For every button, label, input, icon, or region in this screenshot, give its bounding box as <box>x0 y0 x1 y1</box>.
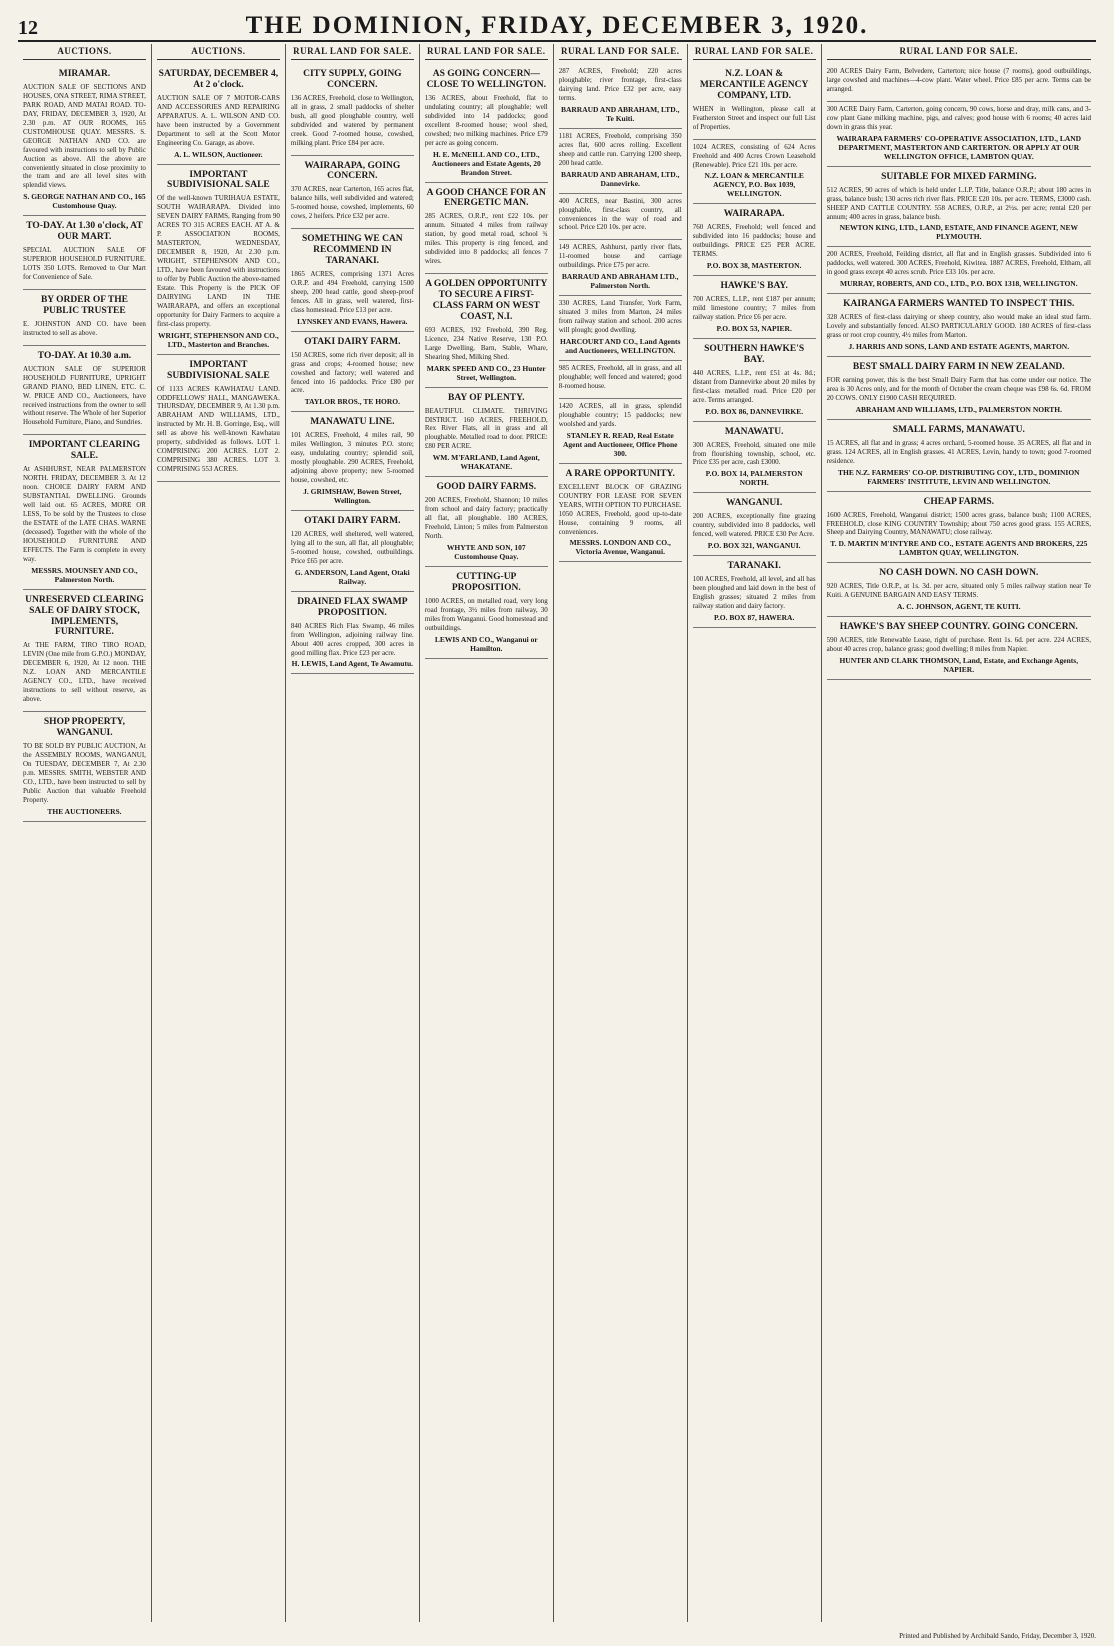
classified-ad <box>827 64 1091 102</box>
ad-heading: SUITABLE FOR MIXED FARMING. <box>881 171 1037 182</box>
ad-advertiser: WRIGHT, STEPHENSON AND CO., LTD., Masterton and Branches. <box>158 330 279 349</box>
classified-ad <box>693 493 816 556</box>
ad-body: 100 ACRES, Freehold, all level, and all has been ploughed and laid down in the best of English grasses; situated 2 miles from railway station and dairy factory. <box>692 575 816 610</box>
ad-heading: HAWKE'S BAY SHEEP COUNTRY. GOING CONCERN. <box>839 622 1078 633</box>
ad-heading: AS GOING CONCERN—CLOSE TO WELLINGTON. <box>426 69 546 90</box>
ad-body: SPECIAL AUCTION SALE OF SUPERIOR HOUSEHOLD FURNITURE. LOTS 350 LOTS. Removed to Our Mart for Convenience of Sale. <box>23 246 146 282</box>
ad-heading: IMPORTANT SUBDIVISIONAL SALE <box>167 169 270 191</box>
ad-advertiser: BARRAUD AND ABRAHAM, LTD., Te Kuiti. <box>560 104 680 123</box>
column-header: RURAL LAND FOR SALE. <box>559 44 682 60</box>
ad-body: 330 ACRES, Land Transfer, York Farm, situated 3 miles from Marton, 24 miles from railway station and school. 200 acres will plough; good dwelling. <box>558 299 682 335</box>
ad-advertiser: A. L. WILSON, Auctioneer. <box>174 149 263 159</box>
ad-body: 700 ACRES, L.I.P., rent £187 per annum; mild limestone country; 7 miles from railway station. Price £6 per acre. <box>692 295 816 322</box>
ad-heading: WAIRARAPA. <box>723 209 785 220</box>
ad-heading: TO-DAY. At 1.30 o'clock, AT OUR MART. <box>26 221 143 243</box>
ad-body: 15 ACRES, all flat and in grass; 4 acres orchard, 5-roomed house. 35 ACRES, all flat and in grass. 124 ACRES, all in English grasses. 41 ACRES, Levin, handy to town; good 7-roomed residence. <box>826 438 1091 465</box>
classified-ad <box>827 420 1091 492</box>
classified-ad <box>827 357 1091 420</box>
ad-advertiser: WAIRARAPA FARMERS' CO-OPERATIVE ASSOCIATION, LTD., LAND DEPARTMENT, MASTERTON AND CARTERTON. OR APPLY AT OUR WELLINGTON OFFICE, LAMBTON QUAY. <box>836 133 1082 161</box>
classified-ad <box>23 435 146 589</box>
classified-ad <box>693 276 816 339</box>
ad-heading: SOMETHING WE CAN RECOMMEND IN TARANAKI. <box>302 234 403 267</box>
ad-body: 136 ACRES, Freehold, close to Wellington, all in grass, 2 small paddocks of shelter bush, all good ploughable country, well subdivided and watered by permanent creek. Good 7-roomed house, cowshed, milking plant. Price £84 per acre. <box>290 93 414 147</box>
ad-heading: OTAKI DAIRY FARM. <box>304 516 401 527</box>
ad-body: 1024 ACRES, consisting of 624 Acres Freehold and 400 Acres Crown Leasehold (Renewable). Price £21 10s. per acre. <box>692 142 816 169</box>
ad-advertiser: P.O. BOX 87, HAWERA. <box>713 612 795 622</box>
ad-heading: GOOD DAIRY FARMS. <box>436 482 537 493</box>
classified-ad <box>693 204 816 276</box>
page-number: 12 <box>18 17 38 39</box>
classified-ad <box>291 592 414 675</box>
classified-ad <box>157 355 280 482</box>
ad-advertiser: BARRAUD AND ABRAHAM LTD., Palmerston North. <box>561 272 679 291</box>
ad-heading: BY ORDER OF THE PUBLIC TRUSTEE <box>40 295 128 316</box>
ad-body: 300 ACRES, Freehold, situated one mile from flourishing township, school, etc. Price £35 per acre, cash £3000. <box>692 440 816 467</box>
ad-body: 590 ACRES, title Renewable Lease, right of purchase. Rent 1s. 6d. per acre. 224 ACRES, about 40 acres crop, balance grass; good dwelling; 8 miles from Napier. <box>826 636 1091 654</box>
ad-body: Of 1133 ACRES KAWHATAU LAND. ODDFELLOWS' HALL, MANGAWEKA. THURSDAY, DECEMBER 9, At 1.30 p.m. ABRAHAM AND WILLIAMS, LTD., instructed by Mr. H. B. Gorringe, Esq., will sell as above his well-known Kawhatau property, subdivided as follows. LOT 1. COMPRISING 200 ACRES. LOT 2. COMPRISING 380 ACRES. LOT 3. COMPRISING 553 ACRES. <box>156 384 280 474</box>
classified-ad <box>23 590 146 712</box>
ad-advertiser: MESSRS. MOUNSEY AND CO., Palmerston North. <box>31 565 138 584</box>
ad-body: 328 ACRES of first-class dairying or sheep country, also would make an ideal stud farm. Lovely and substantially fenced. ALSO PARTICULARLY GOOD. 180 ACRES of first-class grass or root crop country, 4½ miles from Marton. <box>826 313 1091 340</box>
page-column <box>420 44 554 1622</box>
classified-ad <box>23 346 146 436</box>
ad-advertiser: J. HARRIS AND SONS, LAND AND ESTATE AGENTS, MARTON. <box>848 342 1070 352</box>
classified-ad <box>827 492 1091 564</box>
ad-body: WHEN in Wellington, please call at Featherston Street and inspect our full List of Properties. <box>692 104 816 131</box>
page-column <box>822 44 1096 1622</box>
ad-body: 1000 ACRES, on metalled road, very long road frontage, 3½ miles from railway, 30 miles from Wanganui. Good homestead and outbuildings. <box>424 596 548 632</box>
column-header: AUCTIONS. <box>157 44 280 60</box>
column-header: RURAL LAND FOR SALE. <box>827 44 1091 60</box>
classified-ad <box>559 129 682 194</box>
classified-ad <box>693 556 816 628</box>
classified-ad <box>425 183 548 275</box>
classified-ad <box>693 140 816 205</box>
ad-advertiser: H. E. McNEILL AND CO., LTD., Auctioneers and Estate Agents, 20 Brandon Street. <box>431 149 541 177</box>
ad-body: 1865 ACRES, comprising 1371 Acres O.R.P. and 494 Freehold, carrying 1500 sheep, 200 head cattle, good sheep-proof fences. All in grass, well watered, first-class homestead. Price £13 per acre. <box>290 269 414 314</box>
classified-ad <box>23 64 146 216</box>
classified-ad <box>559 240 682 296</box>
ad-body: 136 ACRES, about Freehold, flat to undulating country; all ploughable; well subdivided into 14 paddocks; good excellent 8-roomed house; wool shed, cowshed; two milking machines. Price £79 per acre as going concern. <box>424 93 548 147</box>
ad-heading: SOUTHERN HAWKE'S BAY. <box>704 344 805 365</box>
ad-advertiser: TAYLOR BROS., TE HORO. <box>304 397 400 407</box>
ad-heading: KAIRANGA FARMERS WANTED TO INSPECT THIS. <box>843 299 1075 310</box>
ad-body: 440 ACRES, L.I.P., rent £51 at 4s. 8d.; distant from Dannevirke about 20 miles by first-class metalled road. Price £20 per acre. Terms arranged. <box>692 368 816 404</box>
classified-ad <box>559 464 682 563</box>
ad-advertiser: P.O. BOX 321, WANGANUI. <box>707 541 801 551</box>
ad-body: 101 ACRES, Freehold, 4 miles rail, 90 miles Wellington, 3 minutes P.O. store; easy, undulating country; splendid soil, mostly ploughable. 290 ACRES, Freehold, adjoining above property; new 5-roomed house, cowshed, etc. <box>290 431 414 485</box>
classified-ad <box>827 247 1091 294</box>
classified-ad <box>693 422 816 494</box>
ad-body: AUCTION SALE OF 7 MOTOR-CARS AND ACCESSORIES AND REPAIRING APPARATUS. A. L. WILSON AND CO. have been instructed by a Government Department to sell at the Scott Motor Engineering Co. Garage, as above. <box>156 93 280 147</box>
ad-advertiser: BARRAUD AND ABRAHAM, LTD., Dannevirke. <box>560 169 680 188</box>
ad-advertiser: H. LEWIS, Land Agent, Te Awamutu. <box>291 659 414 669</box>
ad-heading: WAIRARAPA, GOING CONCERN. <box>304 160 401 182</box>
ad-heading: MANAWATU. <box>724 426 784 437</box>
ad-heading: SHOP PROPERTY, WANGANUI. <box>43 717 126 738</box>
ad-body: 300 ACRE Dairy Farm, Carterton, going concern, 90 cows, horse and dray, milk cans, and 3-cow plant Gane milking machine, pigs, and calves; good house with 6 rooms; 40 acres laid down in grass this year. <box>826 104 1091 131</box>
ad-advertiser: WM. M'FARLAND, Land Agent, WHAKATANE. <box>432 453 540 472</box>
ad-heading: N.Z. LOAN & MERCANTILE AGENCY COMPANY, LTD. <box>699 69 809 101</box>
classified-ad <box>559 194 682 241</box>
classified-ad <box>291 511 414 592</box>
ad-advertiser: LYNSKEY AND EVANS, Hawera. <box>297 316 408 326</box>
ad-advertiser: MURRAY, ROBERTS, AND CO., LTD., P.O. BOX 1318, WELLINGTON. <box>840 279 1078 289</box>
ad-body: 200 ACRES Dairy Farm, Belvedere, Carterton; nice house (7 rooms), good outbuildings, large cowshed and machines—4-cow plant. Water wheel. Price £85 per acre. Terms can be arranged. <box>826 67 1091 93</box>
ad-body: AUCTION SALE OF SUPERIOR HOUSEHOLD FURNITURE, UPRIGHT GRAND PIANO, BED LINEN, ETC. C. W. PRICE AND CO., Auctioneers, have received instructions from the owner to sell without reserve. The Whole of her Superior Household Furniture, Piano, and Sundries. <box>23 364 146 427</box>
page-column <box>152 44 286 1622</box>
ad-heading: TARANAKI. <box>727 561 781 572</box>
ad-advertiser: LEWIS AND CO., Wanganui or Hamilton. <box>434 634 538 653</box>
column-header: AUCTIONS. <box>23 44 146 60</box>
ad-body: 149 ACRES, Ashhurst, partly river flats, 11-roomed house and carriage outbuildings. Price £75 per acre. <box>558 243 682 270</box>
ad-body: BEAUTIFUL CLIMATE. THRIVING DISTRICT. 160 ACRES, FREEHOLD, Rex River Flats, all in grass and all ploughable. Metalled road to door. PRICE: £80 PER ACRE. <box>424 406 548 451</box>
ad-body: 370 ACRES, near Carterton, 165 acres flat, balance hills, well subdivided and watered; 5-roomed house, cowshed, implements, 60 cows, 2 heifers. Price £32 per acre. <box>290 185 414 221</box>
ad-body: 287 ACRES, Freehold; 220 acres ploughable; river frontage, first-class dairying land. Price £32 per acre, easy terms. <box>558 67 682 102</box>
ad-heading: A GOOD CHANCE FOR AN ENERGETIC MAN. <box>426 187 546 209</box>
ad-heading: NO CASH DOWN. NO CASH DOWN. <box>879 568 1039 579</box>
classified-ad <box>425 274 548 388</box>
ad-heading: DRAINED FLAX SWAMP PROPOSITION. <box>297 596 408 618</box>
classified-ad <box>827 563 1091 617</box>
column-header: RURAL LAND FOR SALE. <box>425 44 548 60</box>
ad-heading: IMPORTANT CLEARING SALE. <box>28 440 141 462</box>
ad-body: At THE FARM, TIRO TIRO ROAD, LEVIN (One mile from G.P.O.) MONDAY, DECEMBER 6, 1920, At 12 noon. THE N.Z. LOAN AND MERCANTILE AGENCY CO., LTD., have received instructions to sell without reserve, as above. <box>23 641 146 704</box>
classified-ad <box>291 229 414 332</box>
classified-ad <box>23 712 146 822</box>
ad-body: 120 ACRES, well sheltered, well watered, lying all to the sun, all flat, all ploughable; 5-roomed house, cowshed, outbuildings. Price £65 per acre. <box>290 530 414 565</box>
classified-ad <box>291 64 414 156</box>
classified-ad <box>693 64 816 140</box>
ad-body: EXCELLENT BLOCK OF GRAZING COUNTRY FOR LEASE FOR SEVEN YEARS, WITH OPTION TO PURCHASE. 1050 ACRES, Freehold, good up-to-date House, containing 9 rooms, all conveniences. <box>558 482 682 536</box>
ad-heading: SMALL FARMS, MANAWATU. <box>892 424 1025 435</box>
ad-advertiser: P.O. BOX 53, NAPIER. <box>716 324 792 333</box>
classified-ad <box>23 290 146 346</box>
ad-advertiser: T. D. MARTIN M'INTYRE AND CO., ESTATE AGENTS AND BROKERS, 225 LAMBTON QUAY, WELLINGTON. <box>830 539 1088 558</box>
page-column <box>18 44 152 1622</box>
classified-ad <box>827 102 1091 167</box>
ad-heading: WANGANUI. <box>726 498 783 509</box>
ad-heading: A RARE OPPORTUNITY. <box>565 468 675 479</box>
ad-heading: BEST SMALL DAIRY FARM IN NEW ZEALAND. <box>852 362 1065 373</box>
ad-advertiser: N.Z. LOAN & MERCANTILE AGENCY, P.O. Box 1039, WELLINGTON. <box>704 171 804 199</box>
classified-ad <box>827 294 1091 357</box>
ad-body: 1420 ACRES, all in grass, splendid ploughable country; 15 paddocks; new woolshed and yards. <box>558 401 682 428</box>
ad-advertiser: MARK SPEED AND CO., 23 Hunter Street, Wellington. <box>426 363 546 382</box>
ad-heading: BAY OF PLENTY. <box>448 392 525 403</box>
ad-body: 1181 ACRES, Freehold, comprising 350 acres flat, 600 acres rolling. Excellent sheep and cattle run. Carrying 1200 sheep, 200 head cattle. <box>558 131 682 167</box>
newspaper-title: THE DOMINION, FRIDAY, DECEMBER 3, 1920. <box>245 12 869 39</box>
classified-ad <box>291 332 414 413</box>
ad-heading: UNRESERVED CLEARING SALE OF DAIRY STOCK, IMPLEMENTS, FURNITURE. <box>25 594 144 638</box>
classified-ad <box>425 64 548 183</box>
classified-ad <box>291 156 414 230</box>
ad-body: At ASHHURST, NEAR PALMERSTON NORTH. FRIDAY, DECEMBER 3. At 12 noon. CHOICE DAIRY FARM AND SUBSTANTIAL DWELLING. Grounds well laid out. 65 ACRES, MORE OR LESS, To be sold by the Trustees to close the ESTATE of the LATE CHAS. WARNE (deceased). Together with the whole of the HOUSEHOLD FURNITURE AND EFFECTS. The Farm is complete in every way. <box>23 465 146 563</box>
ad-advertiser: MESSRS. LONDON AND CO., Victoria Avenue, Wanganui. <box>569 538 671 557</box>
ad-body: 1600 ACRES, Freehold, Wanganui district; 1500 acres grass, balance bush; 1100 ACRES, FREEHOLD, close KING COUNTRY Township; about 750 acres good grass. 155 ACRES, Sheep and Dairying Country, MANAWATU; close railway. <box>826 510 1091 537</box>
page-column <box>286 44 420 1622</box>
classified-ad <box>827 617 1091 680</box>
classified-ad <box>425 567 548 659</box>
ad-heading: MANAWATU LINE. <box>310 417 395 428</box>
ad-advertiser: G. ANDERSON, Land Agent, Otaki Railway. <box>294 567 410 586</box>
classified-ad <box>425 477 548 567</box>
ad-advertiser: NEWTON KING, LTD., LAND, ESTATE, AND FINANCE AGENT, NEW PLYMOUTH. <box>839 223 1078 242</box>
ad-body: 840 ACRES Rich Flax Swamp, 46 miles from Wellington, adjoining railway line. About 400 acres cropped, 300 acres in good milling flax. Price £23 per acre. <box>290 621 414 657</box>
imprint: Printed and Published by Archibald Sando, Friday, December 3, 1920. <box>899 1632 1096 1640</box>
ad-advertiser: STANLEY R. READ, Real Estate Agent and Auctioneer, Office Phone 300. <box>562 430 678 458</box>
ad-heading: MIRAMAR. <box>58 69 111 79</box>
classified-ad <box>559 361 682 399</box>
masthead <box>18 10 1096 42</box>
ad-heading: IMPORTANT SUBDIVISIONAL SALE <box>167 359 270 381</box>
ad-advertiser: J. GRIMSHAW, Bowen Street, Wellington. <box>303 487 402 506</box>
ad-advertiser: THE N.Z. FARMERS' CO-OP. DISTRIBUTING COY., LTD., DOMINION FARMERS' INSTITUTE, LEVIN AND WELLINGTON. <box>838 467 1080 486</box>
classified-ad <box>693 339 816 422</box>
ad-heading: CHEAP FARMS. <box>923 496 995 507</box>
ad-body: 200 ACRES, Freehold, Shannon; 10 miles from school and dairy factory; practically all flat, all ploughable. 180 ACRES, Freehold, Linton; 5 miles from Palmerston North. <box>424 496 548 541</box>
ad-body: 285 ACRES, O.R.P., rent £22 10s. per annum. Situated 4 miles from railway station, by good metal road, school ¾ miles. This property is ring fenced, and subdivided into 8 paddocks; all fences 7 wires. <box>424 212 548 266</box>
ad-heading: SATURDAY, DECEMBER 4, At 2 o'clock. <box>158 69 279 90</box>
ad-body: 400 ACRES, near Bastini, 300 acres ploughable, first-class country, all conveniences in the way of road and school. Price £20 10s. per acre. <box>558 196 682 232</box>
ad-advertiser: HUNTER AND CLARK THOMSON, Land, Estate, and Exchange Agents, NAPIER. <box>839 656 1079 675</box>
classified-ad <box>157 165 280 355</box>
ad-heading: A GOLDEN OPPORTUNITY TO SECURE A FIRST-CLASS FARM ON WEST COAST, N.I. <box>425 279 548 322</box>
ad-body: 512 ACRES, 90 acres of which is held under L.I.P. Title, balance O.R.P.; about 180 acres in grass, balance bush; 130 acres rich river flats. PRICE £20 10s. per acre. TERMS, £3000 cash. SHEEP AND CATTLE COUNTRY. 558 ACRES, O.R.P., at 2½s. per acre; rental £20 per annum; 400 acres in grass, balance bush. <box>826 185 1091 221</box>
ad-advertiser: P.O. BOX 14, PALMERSTON NORTH. <box>705 469 803 488</box>
ad-body: FOR earning power, this is the best Small Dairy Farm that has come under our notice. The area is 30 Acres only, and for the month of October the cream cheque was £98 6s. 6d. FROM 20 COWS. ONLY £1900 CASH REQUIRED. <box>826 376 1091 402</box>
ad-body: 985 ACRES, Freehold, all in grass, and all ploughable; well fenced and watered; good 8-roomed house. <box>558 364 682 391</box>
ad-advertiser: HARCOURT AND CO., Land Agents and Auctioneers, WELLINGTON. <box>559 337 681 356</box>
ad-heading: HAWKE'S BAY. <box>720 281 788 292</box>
page-column <box>554 44 688 1622</box>
ad-body: AUCTION SALE OF SECTIONS AND HOUSES, ONA STREET, RIMA STREET, PARK ROAD, AND MATAI ROAD. TO-DAY, FRIDAY, DECEMBER 3, 1920, At 2.30 p.m. AT OUR ROOMS, 165 CUSTOMHOUSE QUAY. MESSRS. S. GEORGE NATHAN AND CO. are favoured with instructions to sell by Public Auction as above. All the above are conveniently situated in close proximity to the tram and are all level sites with splendid views. <box>23 82 146 190</box>
ad-advertiser: THE AUCTIONEERS. <box>47 806 122 816</box>
ad-body: 920 ACRES, Title O.R.P., at 1s. 3d. per acre, situated only 5 miles railway station near Te Kuiti. A GENUINE BARGAIN AND EASY TERMS. <box>826 582 1091 600</box>
ad-body: 760 ACRES, Freehold; well fenced and subdivided into 16 paddocks; house and outbuildings. PRICE £25 PER ACRE. TERMS. <box>692 223 816 259</box>
ad-body: Of the well-known TURIHAUA ESTATE, SOUTH WAIRARAPA. Divided into SEVEN DAIRY FARMS, Ranging from 90 ACRES TO 315 ACRES EACH. AT A. & P. ASSOCIATION ROOMS, MASTERTON, WEDNESDAY, DECEMBER 8, 1920, At 2.30 p.m. WRIGHT, STEPHENSON AND CO., LTD., have been favoured with instructions to offer by Public Auction the above-named Estate. This Property is the PICK OF DAIRYING LAND IN THE WAIRARAPA, and offers an exceptional opportunity for Dairy Farmers to acquire a first-class property. <box>156 194 280 328</box>
ad-heading: TO-DAY. At 10.30 a.m. <box>37 350 132 361</box>
classified-ad <box>291 412 414 511</box>
ad-body: E. JOHNSTON AND CO. have been instructed to sell as above. <box>23 319 146 337</box>
ad-body: TO BE SOLD BY PUBLIC AUCTION, At the ASSEMBLY ROOMS, WANGANUI, On TUESDAY, DECEMBER 7, At 2.30 p.m. MESSRS. SMITH, WEBSTER AND CO., LTD., have been instructed to sell by Public Auction that valuable Freehold Property. <box>23 741 146 804</box>
ad-advertiser: A. C. JOHNSON, AGENT, TE KUITI. <box>897 602 1021 612</box>
ad-advertiser: S. GEORGE NATHAN AND CO., 165 Customhouse Quay. <box>23 192 146 211</box>
ad-advertiser: WHYTE AND SON, 107 Customhouse Quay. <box>446 543 526 561</box>
columns-container <box>18 44 1096 1622</box>
ad-heading: OTAKI DAIRY FARM. <box>304 336 401 347</box>
page-column <box>688 44 822 1622</box>
ad-advertiser: P.O. BOX 38, MASTERTON. <box>706 261 802 271</box>
ad-heading: CUTTING-UP PROPOSITION. <box>451 572 521 593</box>
ad-body: 150 ACRES, some rich river deposit; all in grass and crops; 4-roomed house; new cowshed and factory; well watered and fenced into 16 paddocks. Price £80 per acre. <box>290 350 414 395</box>
ad-advertiser: P.O. BOX 86, DANNEVIRKE. <box>705 406 804 416</box>
classified-ad <box>559 296 682 361</box>
ad-body: 693 ACRES, 192 Freehold, 390 Reg. Licence, 234 Native Reserve, 130 P.O. Large Dwelling, Barn, Stable, Whare, Shearing Shed, Milking Shed. <box>424 325 548 361</box>
classified-ad <box>157 64 280 165</box>
column-header: RURAL LAND FOR SALE. <box>693 44 816 60</box>
ad-body: 200 ACRES, Freehold, Feilding district, all flat and in English grasses. Subdivided into 6 paddocks, well watered. 300 ACRES, Freehold, Kiwitea. 1887 ACRES, Freehold, Eltham, all in good grass except 40 acres scrub. Price £33 10s. per acre. <box>826 250 1091 277</box>
classified-ad <box>425 388 548 478</box>
ad-body: 200 ACRES, exceptionally fine grazing country, subdivided into 8 paddocks, well fenced, well watered. PRICE £30 Per Acre. <box>692 512 816 539</box>
column-header: RURAL LAND FOR SALE. <box>291 44 414 60</box>
classified-ad <box>23 216 146 290</box>
ad-heading: CITY SUPPLY, GOING CONCERN. <box>303 69 402 90</box>
ad-advertiser: ABRAHAM AND WILLIAMS, LTD., PALMERSTON NORTH. <box>855 404 1062 414</box>
classified-ad <box>827 167 1091 248</box>
classified-ad <box>559 64 682 129</box>
classified-ad <box>559 399 682 464</box>
